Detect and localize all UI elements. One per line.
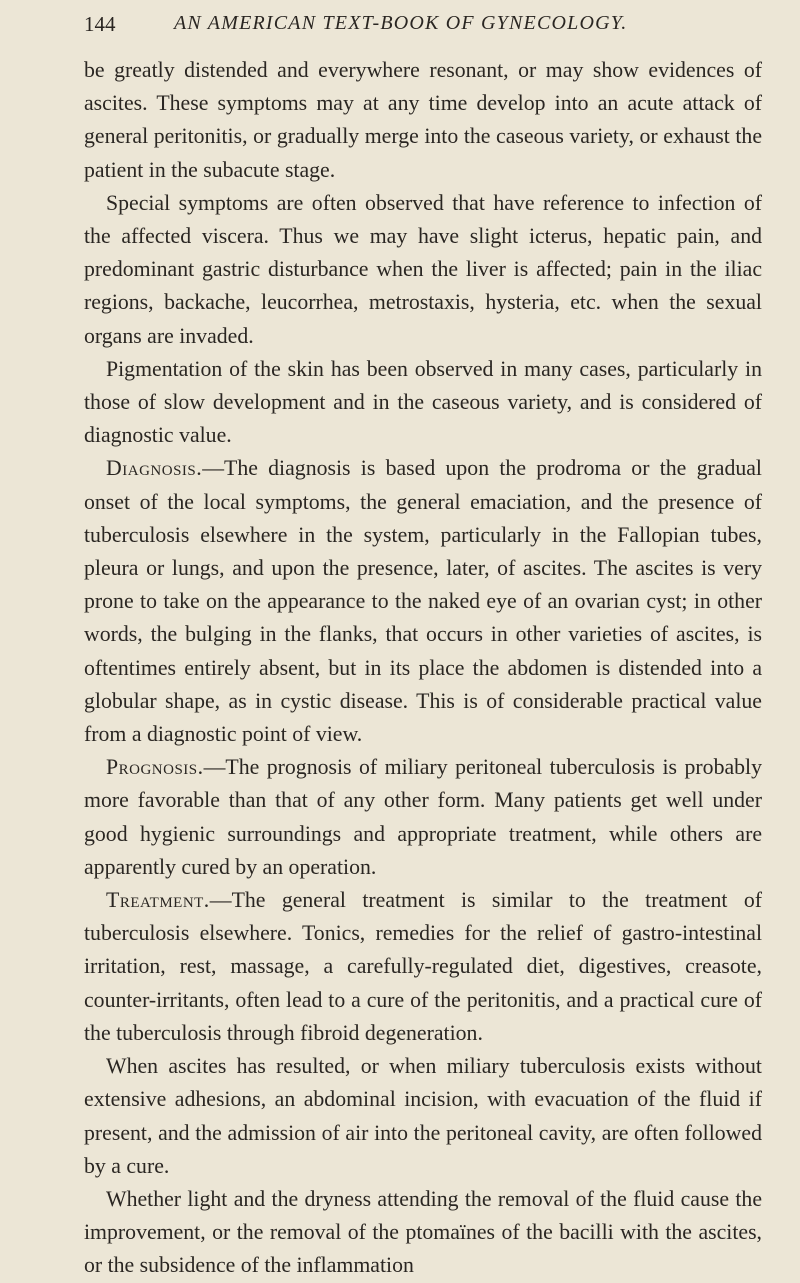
paragraph-text: When ascites has resulted, or when miliary tuberculosis exists without extensive adhesions, an abdominal incision, with evacuation of the fluid if present, and the admission of air into the peritoneal cavity, are often followed by a cure.	[84, 1054, 762, 1178]
book-page	[84, 12, 762, 1283]
section-heading-diagnosis: Diagnosis.	[106, 456, 203, 481]
paragraph-treatment	[84, 884, 762, 1050]
paragraph-diagnosis	[84, 452, 762, 751]
paragraph-text: Whether light and the dryness attending the removal of the fluid cause the improvement, or the removal of the ptomaïnes of the bacilli with the ascites, or the subsidence of the inflammation	[84, 1186, 762, 1278]
paragraph-light-dryness	[84, 1183, 762, 1283]
body-text	[84, 54, 762, 1283]
section-heading-treatment: Treatment.	[106, 888, 210, 913]
section-heading-prognosis: Prognosis.	[106, 755, 204, 780]
paragraph-text: —The diagnosis is based upon the prodroma or the gradual onset of the local symptoms, the general emaciation, and the presence of tuberculosis elsewhere in the system, particularly in the Fallopian tubes, pleura or lungs, and upon the presence, later, of ascites. The ascites is very prone to take on the appearance to the naked eye of an ovarian cyst; in other words, the bulging in the flanks, that occurs in other varieties of ascites, is oftentimes entirely absent, but in its place the abdomen is distended into a globular shape, as in cystic disease. This is of considerable practical value from a diagnostic point of view.	[84, 456, 762, 747]
page-number: 144	[84, 12, 116, 36]
paragraph-pigmentation	[84, 353, 762, 453]
paragraph-text: be greatly distended and everywhere resonant, or may show evidences of ascites. These symptoms may at any time develop into an acute attack of general peritonitis, or gradually merge into the caseous variety, or exhaust the patient in the subacute stage.	[84, 58, 762, 182]
paragraph-special-symptoms	[84, 187, 762, 353]
running-head	[84, 12, 762, 42]
paragraph-prognosis	[84, 751, 762, 884]
paragraph-text: —The prognosis of miliary peritoneal tuberculosis is probably more favorable than that of any other form. Many patients get well under good hygienic surroundings and appropriate treatment, while others are apparently cured by an operation.	[84, 755, 762, 879]
paragraph-ascites	[84, 1050, 762, 1183]
running-title: AN AMERICAN TEXT-BOOK OF GYNECOLOGY.	[174, 12, 628, 34]
paragraph-text: Pigmentation of the skin has been observed in many cases, particularly in those of slow development and in the caseous variety, and is considered of diagnostic value.	[84, 356, 762, 448]
paragraph-continuation	[84, 54, 762, 187]
paragraph-text: —The general treatment is similar to the treatment of tuberculosis elsewhere. Tonics, remedies for the relief of gastro-intestinal irritation, rest, massage, a carefully-regulated diet, digestives, creasote, counter-irritants, often lead to a cure of the peritonitis, and a practical cure of the tuberculosis through fibroid degeneration.	[84, 888, 762, 1045]
paragraph-text: Special symptoms are often observed that have reference to infection of the affected viscera. Thus we may have slight icterus, hepatic pain, and predominant gastric disturbance when the liver is affected; pain in the iliac regions, backache, leucorrhea, metrostaxis, hysteria, etc. when the sexual organs are invaded.	[84, 190, 762, 348]
